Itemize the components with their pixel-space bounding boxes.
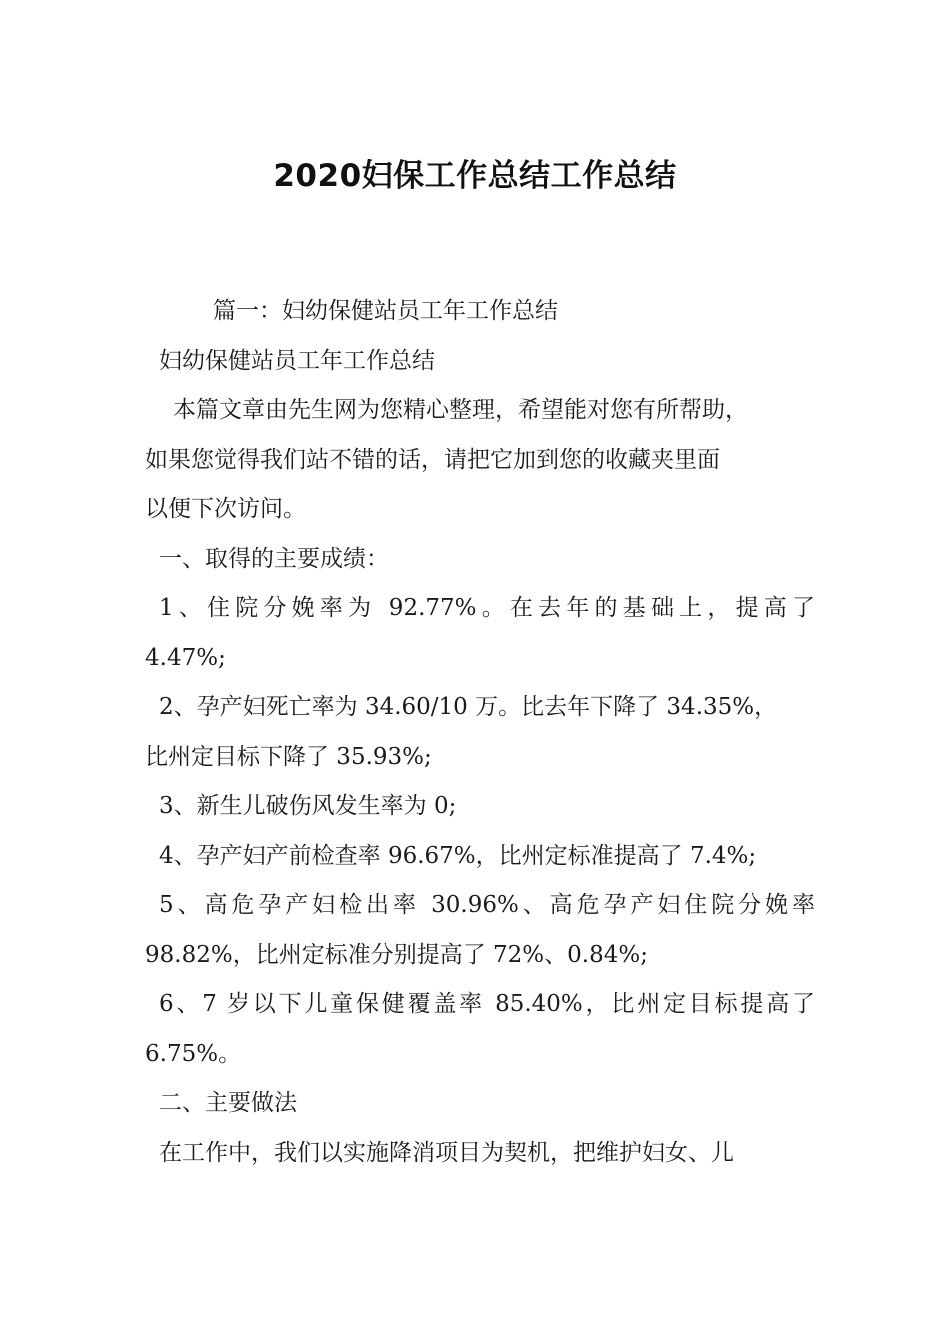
document-title: 2020妇保工作总结工作总结: [273, 158, 677, 194]
text-line-article-heading: 篇一：妇幼保健站员工年工作总结: [213, 298, 558, 324]
text-line-practice-1: 在工作中，我们以实施降消项目为契机，把维护妇女、儿: [159, 1139, 734, 1166]
document-body: [145, 287, 815, 1178]
text-line-item-5b: 98.82%，比州定标准分别提高了 72%、0.84%;: [145, 941, 648, 968]
text-line-intro-2: 如果您觉得我们站不错的话，请把它加到您的收藏夹里面: [145, 446, 720, 473]
text-line-section-2-heading: 二、主要做法: [159, 1090, 297, 1116]
text-line-item-2b: 比州定目标下降了 35.93%;: [145, 743, 432, 770]
text-line-item-1b: 4.47%;: [145, 644, 226, 671]
text-line-item-3: 3、新生儿破伤风发生率为 0;: [159, 793, 457, 819]
text-line-item-6a: 6、7 岁以下儿童保健覆盖率 85.40%，比州定目标提高了: [159, 991, 815, 1017]
text-line-item-5a: 5、高危孕产妇检出率 30.96%、高危孕产妇住院分娩率: [159, 892, 815, 918]
text-line-item-1a: 1、住院分娩率为 92.77%。在去年的基础上，提高了: [159, 595, 815, 621]
text-line-section-1-heading: 一、取得的主要成绩：: [159, 545, 389, 572]
text-line-item-2a: 2、孕产妇死亡率为 34.60/10 万。比去年下降了 34.35%，: [159, 694, 778, 720]
text-line-subtitle: 妇幼保健站员工年工作总结: [159, 347, 435, 374]
text-line-item-4: 4、孕产妇产前检查率 96.67%，比州定标准提高了 7.4%;: [159, 842, 757, 869]
text-line-item-6b: 6.75%。: [145, 1040, 242, 1067]
text-line-intro-3: 以便下次访问。: [145, 496, 306, 522]
text-line-intro-1: 本篇文章由先生网为您精心整理，希望能对您有所帮助，: [173, 397, 748, 423]
